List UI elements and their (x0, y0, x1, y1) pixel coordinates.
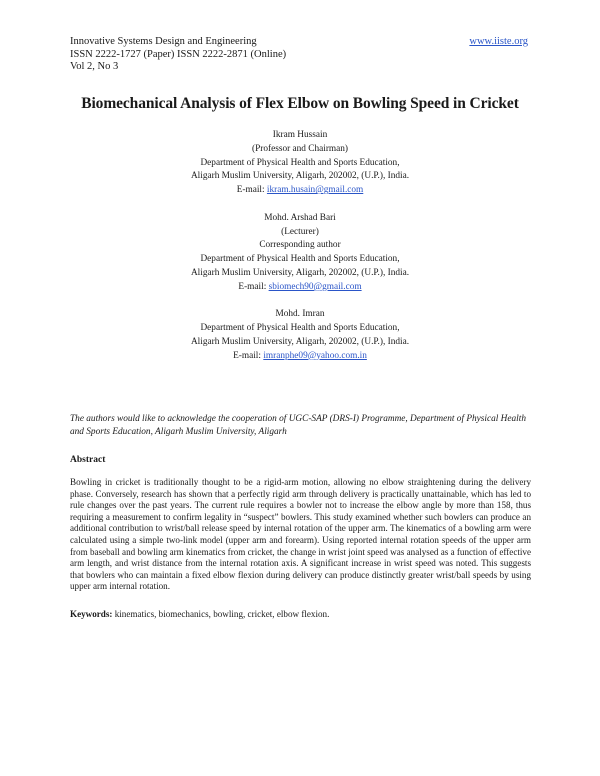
keywords-label: Keywords: (70, 609, 113, 619)
author-block (0, 212, 600, 295)
author-email-link[interactable]: imranphe09@yahoo.com.in (263, 350, 367, 361)
author-affiliation-line: Corresponding author (259, 240, 341, 251)
abstract-body: Bowling in cricket is traditionally thought to be a rigid-arm motion, allowing no elbow straightening during the delivery phase. Conversely, research has shown that a perfectly rigid arm through delivery is practically unattainable, which has led to rule changes over the past years. The current rule requires a bowler not to increase the elbow angle by more than 158, thus requiring a measurement to confirm legality in “suspect” bowlers. This study examined whether such bowlers can produce an additional contribution to wrist/ball release speed by internal rotation of the upper arm. The kinematics of a bowling arm were calculated using a simple two-link model (upper arm and forearm). Using reported internal rotation speeds of the upper arm from baseball and bowling arm kinematics from cricket, the change in wrist joint speed was analysed as a function of effective arm length, and wrist distance from the internal rotation axis. A significant increase in wrist speed was noted. This suggests that bowlers who can maintain a fixed elbow flexion during delivery can produce distinctly greater wrist/ball speeds by using upper arm internal rotation. (70, 477, 531, 592)
author-affiliation-line: Aligarh Muslim University, Aligarh, 202002, (U.P.), India. (190, 267, 410, 278)
journal-issn: ISSN 2222-1727 (Paper) ISSN 2222-2871 (Online) (70, 48, 287, 60)
author-affiliation-line: Department of Physical Health and Sports Education, (200, 157, 400, 168)
journal-name: Innovative Systems Design and Engineering (70, 36, 257, 47)
email-prefix: E-mail: (233, 350, 264, 361)
author-name: Mohd. Imran (275, 309, 325, 320)
author-affiliation-line: (Lecturer) (281, 226, 319, 237)
abstract-heading: Abstract (70, 455, 106, 465)
author-affiliation-line: (Professor and Chairman) (251, 143, 349, 154)
author-name: Ikram Hussain (272, 130, 328, 140)
author-email-line (0, 281, 600, 295)
author-list (0, 129, 600, 364)
author-name: Mohd. Arshad Bari (264, 212, 336, 223)
journal-website-link[interactable]: www.iiste.org (469, 36, 528, 47)
author-email-line (0, 350, 600, 364)
email-prefix: E-mail: (236, 185, 267, 196)
keywords-text: kinematics, biomechanics, bowling, cricket, elbow flexion. (112, 609, 330, 619)
author-email-line (0, 184, 600, 198)
author-email-link[interactable]: ikram.husain@gmail.com (266, 185, 364, 196)
author-affiliation-line: Aligarh Muslim University, Aligarh, 202002, (U.P.), India. (190, 171, 410, 182)
journal-volume: Vol 2, No 3 (70, 61, 119, 72)
author-block (0, 308, 600, 363)
author-block (0, 129, 600, 198)
email-prefix: E-mail: (238, 281, 269, 292)
author-affiliation-line: Department of Physical Health and Sports Education, (200, 323, 400, 334)
acknowledgement-text: The authors would like to acknowledge the cooperation of UGC-SAP (DRS-I) Programme, Department of Physical Health and Sports Education, Aligarh Muslim University, Aligarh (70, 414, 526, 437)
author-email-link[interactable]: sbiomech90@gmail.com (268, 281, 362, 292)
paper-title: Biomechanical Analysis of Flex Elbow on Bowling Speed in Cricket (81, 95, 519, 112)
keywords-line (70, 609, 531, 621)
journal-header (70, 36, 286, 74)
author-affiliation-line: Department of Physical Health and Sports Education, (200, 254, 400, 265)
author-affiliation-line: Aligarh Muslim University, Aligarh, 202002, (U.P.), India. (190, 336, 410, 347)
